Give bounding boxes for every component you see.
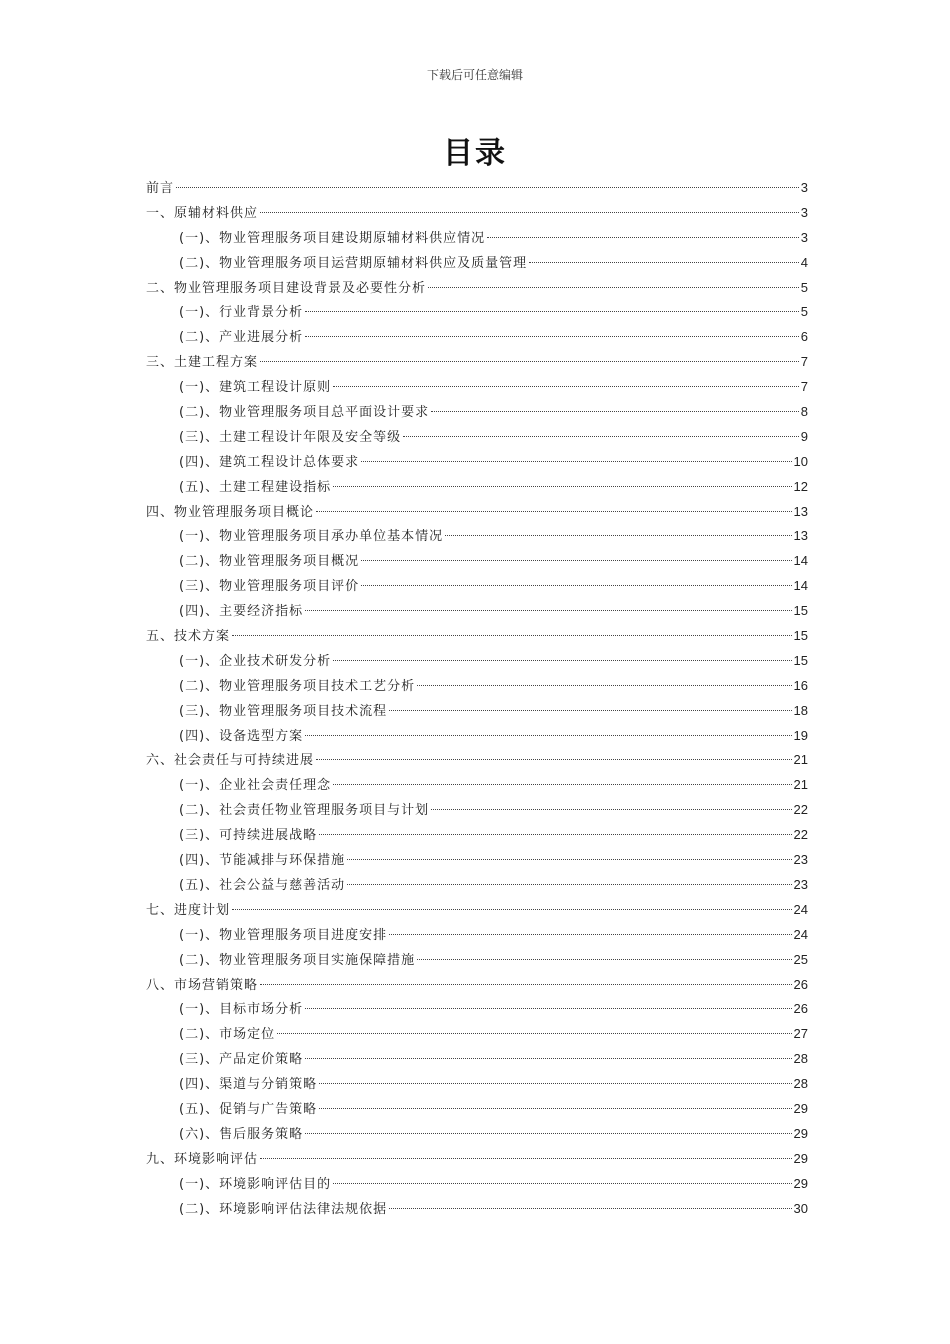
toc-entry-label: (三)、物业管理服务项目评价 [179, 579, 360, 595]
toc-entry-label: (一)、物业管理服务项目建设期原辅材料供应情况 [179, 230, 486, 246]
toc-entry-page: 30 [793, 1200, 808, 1216]
toc-dot-leader [319, 834, 791, 835]
toc-entry-label: 一、原辅材料供应 [146, 205, 259, 221]
toc-entry[interactable] [146, 176, 808, 201]
toc-entry-label: (二)、物业管理服务项目运营期原辅材料供应及质量管理 [179, 255, 528, 271]
toc-entry-page: 29 [793, 1150, 808, 1166]
toc-dot-leader [176, 187, 799, 188]
toc-dot-leader [417, 959, 791, 960]
toc-entry[interactable] [146, 425, 808, 450]
toc-entry-label: 二、物业管理服务项目建设背景及必要性分析 [146, 280, 427, 296]
toc-entry-page: 12 [793, 478, 808, 494]
toc-entry[interactable] [146, 1147, 808, 1172]
toc-entry[interactable] [146, 873, 808, 898]
toc-entry-page: 29 [793, 1100, 808, 1116]
table-of-contents [146, 176, 808, 1221]
toc-entry[interactable] [146, 1072, 808, 1097]
toc-entry-label: 八、市场营销策略 [146, 977, 259, 993]
toc-entry-label: (二)、产业进展分析 [179, 330, 304, 346]
toc-entry-page: 23 [793, 852, 808, 868]
toc-dot-leader [260, 1158, 792, 1159]
toc-entry[interactable] [146, 823, 808, 848]
toc-entry-label: (二)、物业管理服务项目概况 [179, 554, 360, 570]
toc-entry-label: (三)、物业管理服务项目技术流程 [179, 703, 388, 719]
toc-dot-leader [333, 1183, 791, 1184]
toc-entry-page: 3 [800, 229, 808, 245]
toc-dot-leader [316, 759, 792, 760]
toc-entry-page: 5 [800, 279, 808, 295]
toc-entry[interactable] [146, 1172, 808, 1197]
toc-entry[interactable] [146, 948, 808, 973]
toc-entry-page: 28 [793, 1051, 808, 1067]
toc-dot-leader [333, 386, 799, 387]
toc-entry[interactable] [146, 251, 808, 276]
toc-entry[interactable] [146, 350, 808, 375]
toc-entry[interactable] [146, 649, 808, 674]
toc-entry-page: 16 [793, 677, 808, 693]
toc-entry-page: 10 [793, 453, 808, 469]
toc-entry[interactable] [146, 724, 808, 749]
toc-entry[interactable] [146, 201, 808, 226]
toc-entry-label: 四、物业管理服务项目概论 [146, 504, 315, 520]
toc-entry[interactable] [146, 375, 808, 400]
toc-entry[interactable] [146, 300, 808, 325]
toc-entry-label: (一)、行业背景分析 [179, 305, 304, 321]
toc-entry-page: 22 [793, 827, 808, 843]
toc-dot-leader [260, 212, 799, 213]
toc-entry-label: (四)、设备选型方案 [179, 728, 304, 744]
toc-entry-label: (二)、物业管理服务项目实施保障措施 [179, 952, 416, 968]
toc-entry[interactable] [146, 325, 808, 350]
toc-entry[interactable] [146, 599, 808, 624]
toc-dot-leader [305, 311, 799, 312]
toc-dot-leader [305, 1008, 791, 1009]
toc-entry-page: 15 [793, 652, 808, 668]
toc-entry[interactable] [146, 624, 808, 649]
toc-entry-label: (一)、目标市场分析 [179, 1002, 304, 1018]
toc-entry-label: (二)、物业管理服务项目技术工艺分析 [179, 678, 416, 694]
toc-entry-label: (四)、建筑工程设计总体要求 [179, 454, 360, 470]
toc-dot-leader [417, 685, 791, 686]
toc-entry[interactable] [146, 450, 808, 475]
toc-entry-page: 22 [793, 802, 808, 818]
toc-entry-page: 29 [793, 1175, 808, 1191]
toc-entry-label: 九、环境影响评估 [146, 1151, 259, 1167]
toc-dot-leader [361, 461, 791, 462]
toc-entry-label: (四)、主要经济指标 [179, 604, 304, 620]
toc-dot-leader [316, 511, 792, 512]
toc-dot-leader [333, 784, 791, 785]
toc-dot-leader [361, 585, 791, 586]
toc-entry[interactable] [146, 549, 808, 574]
toc-entry-label: (二)、物业管理服务项目总平面设计要求 [179, 405, 430, 421]
toc-entry[interactable] [146, 923, 808, 948]
toc-entry[interactable] [146, 773, 808, 798]
toc-entry-label: 五、技术方案 [146, 629, 231, 645]
toc-entry-page: 7 [800, 354, 808, 370]
toc-dot-leader [305, 336, 799, 337]
toc-dot-leader [529, 262, 799, 263]
toc-entry[interactable] [146, 226, 808, 251]
toc-entry-label: (二)、环境影响评估法律法规依据 [179, 1201, 388, 1217]
toc-dot-leader [319, 1108, 791, 1109]
toc-entry-label: (一)、物业管理服务项目承办单位基本情况 [179, 529, 444, 545]
toc-entry-label: (三)、产品定价策略 [179, 1052, 304, 1068]
toc-entry-page: 28 [793, 1076, 808, 1092]
toc-entry-page: 13 [793, 503, 808, 519]
toc-entry-label: (五)、社会公益与慈善活动 [179, 877, 346, 893]
toc-dot-leader [428, 287, 799, 288]
toc-entry-label: (五)、促销与广告策略 [179, 1101, 318, 1117]
toc-entry-page: 3 [800, 180, 808, 195]
header-note: 下载后可任意编辑 [426, 68, 523, 82]
toc-entry-page: 21 [793, 752, 808, 768]
toc-dot-leader [445, 535, 791, 536]
toc-dot-leader [305, 610, 791, 611]
toc-entry-page: 26 [793, 1001, 808, 1017]
toc-entry-page: 15 [793, 603, 808, 619]
toc-entry[interactable] [146, 1122, 808, 1147]
toc-entry-page: 14 [793, 553, 808, 569]
toc-dot-leader [260, 984, 792, 985]
toc-entry[interactable] [146, 674, 808, 699]
toc-entry[interactable] [146, 1047, 808, 1072]
toc-entry-page: 23 [793, 876, 808, 892]
toc-entry[interactable] [146, 898, 808, 923]
toc-entry-page: 13 [793, 528, 808, 544]
toc-entry[interactable] [146, 748, 808, 773]
toc-entry-label: (四)、渠道与分销策略 [179, 1077, 318, 1093]
toc-entry-label: 七、进度计划 [146, 902, 231, 918]
toc-entry-label: (三)、土建工程设计年限及安全等级 [179, 429, 402, 445]
toc-dot-leader [347, 884, 791, 885]
toc-entry-page: 4 [800, 254, 808, 270]
toc-dot-leader [389, 1208, 791, 1209]
toc-entry[interactable] [146, 1022, 808, 1047]
toc-entry-page: 7 [800, 379, 808, 395]
toc-entry-page: 3 [800, 204, 808, 220]
toc-entry[interactable] [146, 848, 808, 873]
toc-entry-page: 27 [793, 1026, 808, 1042]
toc-dot-leader [403, 436, 799, 437]
toc-entry-label: (三)、可持续进展战略 [179, 828, 318, 844]
toc-dot-leader [487, 237, 799, 238]
toc-entry-page: 19 [793, 727, 808, 743]
toc-entry-page: 29 [793, 1125, 808, 1141]
toc-entry-label: 前言 [146, 181, 175, 196]
toc-dot-leader [361, 560, 791, 561]
toc-entry-page: 24 [793, 901, 808, 917]
toc-entry-page: 24 [793, 926, 808, 942]
toc-entry-label: (二)、社会责任物业管理服务项目与计划 [179, 803, 430, 819]
toc-entry-page: 21 [793, 777, 808, 793]
toc-entry-page: 8 [800, 404, 808, 420]
toc-dot-leader [277, 1033, 791, 1034]
toc-entry-label: (四)、节能减排与环保措施 [179, 853, 346, 869]
toc-dot-leader [347, 859, 791, 860]
toc-entry-page: 25 [793, 951, 808, 967]
toc-entry-label: (一)、企业技术研发分析 [179, 653, 332, 669]
toc-dot-leader [305, 1133, 791, 1134]
toc-entry-label: (一)、建筑工程设计原则 [179, 380, 332, 396]
toc-entry[interactable] [146, 574, 808, 599]
toc-entry-label: 三、土建工程方案 [146, 355, 259, 371]
toc-dot-leader [305, 735, 791, 736]
toc-entry-page: 5 [800, 304, 808, 320]
toc-entry-page: 26 [793, 976, 808, 992]
toc-dot-leader [333, 486, 791, 487]
toc-entry-page: 14 [793, 578, 808, 594]
toc-dot-leader [333, 660, 791, 661]
toc-entry[interactable] [146, 997, 808, 1022]
toc-entry-page: 15 [793, 628, 808, 644]
toc-dot-leader [232, 635, 792, 636]
toc-entry-label: (一)、企业社会责任理念 [179, 778, 332, 794]
toc-entry-label: (一)、物业管理服务项目进度安排 [179, 927, 388, 943]
toc-dot-leader [319, 1083, 791, 1084]
toc-entry[interactable] [146, 500, 808, 525]
toc-entry-page: 6 [800, 329, 808, 345]
toc-entry-label: (六)、售后服务策略 [179, 1126, 304, 1142]
toc-dot-leader [431, 411, 799, 412]
toc-entry-page: 18 [793, 702, 808, 718]
toc-entry[interactable] [146, 1097, 808, 1122]
toc-entry-label: 六、社会责任与可持续进展 [146, 753, 315, 769]
toc-dot-leader [389, 934, 791, 935]
toc-dot-leader [389, 710, 791, 711]
toc-entry[interactable] [146, 1197, 808, 1222]
toc-title: 目录 [443, 136, 507, 171]
toc-entry-label: (五)、土建工程建设指标 [179, 479, 332, 495]
toc-entry-page: 9 [800, 428, 808, 444]
toc-entry[interactable] [146, 400, 808, 425]
toc-dot-leader [305, 1058, 791, 1059]
toc-entry[interactable] [146, 475, 808, 500]
toc-entry-label: (二)、市场定位 [179, 1027, 276, 1043]
toc-dot-leader [260, 361, 799, 362]
toc-entry-label: (一)、环境影响评估目的 [179, 1176, 332, 1192]
toc-entry[interactable] [146, 276, 808, 301]
toc-entry[interactable] [146, 798, 808, 823]
toc-entry[interactable] [146, 524, 808, 549]
toc-dot-leader [431, 809, 791, 810]
toc-entry[interactable] [146, 973, 808, 998]
toc-entry[interactable] [146, 699, 808, 724]
toc-dot-leader [232, 909, 792, 910]
